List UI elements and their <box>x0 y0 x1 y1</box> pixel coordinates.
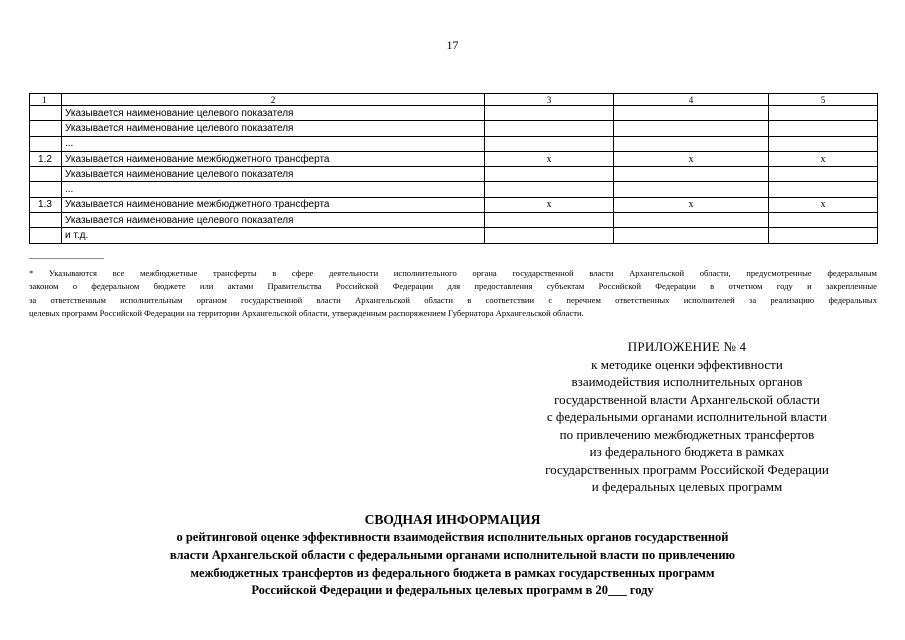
header-cell: 2 <box>62 94 485 106</box>
column-4-cell <box>614 136 769 151</box>
table-row <box>30 151 878 166</box>
row-name-cell: ... <box>62 136 485 151</box>
column-3-cell <box>485 106 614 121</box>
table-row <box>30 106 878 121</box>
row-number-cell <box>30 121 62 136</box>
appendix-title: ПРИЛОЖЕНИЕ № 4 <box>627 339 747 354</box>
table-row <box>30 121 878 136</box>
footnote-divider <box>29 258 104 259</box>
page-number: 17 <box>446 38 459 52</box>
row-number-cell: 1.2 <box>30 151 62 166</box>
row-number-cell <box>30 136 62 151</box>
row-name-cell: Указывается наименование целевого показателя <box>62 167 485 182</box>
header-cell: 3 <box>485 94 614 106</box>
table-row <box>30 136 878 151</box>
appendix-line: государственной власти Архангельской области <box>554 391 820 407</box>
column-5-cell <box>769 167 878 182</box>
header-cell: 1 <box>30 94 62 106</box>
appendix-line: к методике оценки эффективности <box>591 356 783 372</box>
row-name-cell: ... <box>62 182 485 197</box>
header-cell: 5 <box>769 94 878 106</box>
column-4-cell <box>614 228 769 243</box>
row-name-cell: и т.д. <box>62 228 485 243</box>
summary-line: Российской Федерации и федеральных целевых программ в 20___ году <box>251 583 654 598</box>
column-3-cell <box>485 167 614 182</box>
summary-line: межбюджетных трансфертов из федерального бюджета в рамках государственных программ <box>190 565 715 580</box>
column-5-cell: x <box>769 197 878 212</box>
row-number-cell <box>30 228 62 243</box>
summary-line: о рейтинговой оценке эффективности взаимодействия исполнительных органов государственной <box>176 530 729 544</box>
table-header-row <box>30 94 878 106</box>
column-3-cell: x <box>485 151 614 166</box>
row-name-cell: Указывается наименование межбюджетного трансферта <box>62 151 485 166</box>
footnote-line: за ответственным исполнительным органом государственной власти Архангельской области в соответствии с перечнем ответственных исполнителей за реализацию федеральных <box>29 294 877 305</box>
footnote-line: законом о федеральном бюджете или актами Правительства Российской Федерации для предоставления субъектам Российской Федерации в отчетном году и закрепленные <box>29 281 877 292</box>
column-4-cell <box>614 121 769 136</box>
row-name-cell: Указывается наименование целевого показателя <box>62 106 485 121</box>
column-5-cell: x <box>769 151 878 166</box>
appendix-line: и федеральных целевых программ <box>591 479 783 494</box>
appendix-block <box>512 338 862 496</box>
column-4-cell <box>614 167 769 182</box>
column-3-cell <box>485 121 614 136</box>
column-4-cell: x <box>614 197 769 212</box>
appendix-line: с федеральными органами исполнительной власти <box>546 409 828 424</box>
table-row <box>30 213 878 228</box>
column-3-cell <box>485 213 614 228</box>
table-row <box>30 197 878 212</box>
summary-line: власти Архангельской области с федеральными органами исполнительной власти по привлечению <box>169 547 736 562</box>
column-4-cell <box>614 182 769 197</box>
column-5-cell <box>769 136 878 151</box>
summary-heading: СВОДНАЯ ИНФОРМАЦИЯ <box>364 512 541 527</box>
column-4-cell <box>614 106 769 121</box>
column-5-cell <box>769 213 878 228</box>
row-number-cell: 1.3 <box>30 197 62 212</box>
table-row <box>30 228 878 243</box>
appendix-line: из федерального бюджета в рамках <box>589 444 785 459</box>
column-4-cell <box>614 213 769 228</box>
column-5-cell <box>769 228 878 243</box>
table-row <box>30 182 878 197</box>
footnote-line: * Указываются все межбюджетные трансферты в сфере деятельности исполнительного органа государственной власти Архангельской области, предусмотренные федеральным <box>29 268 877 278</box>
column-5-cell <box>769 106 878 121</box>
column-4-cell: x <box>614 151 769 166</box>
row-name-cell: Указывается наименование целевого показателя <box>62 121 485 136</box>
footnote-line: целевых программ Российской Федерации на территории Архангельской области, утвержденным распоряжением Губернатора Архангельской области. <box>29 307 584 318</box>
column-3-cell <box>485 228 614 243</box>
column-5-cell <box>769 121 878 136</box>
row-number-cell <box>30 167 62 182</box>
row-number-cell <box>30 106 62 121</box>
column-3-cell: x <box>485 197 614 212</box>
appendix-line: государственных программ Российской Федерации <box>545 461 829 477</box>
column-5-cell <box>769 182 878 197</box>
indicator-table <box>29 93 878 244</box>
header-cell: 4 <box>614 94 769 106</box>
row-name-cell: Указывается наименование целевого показателя <box>62 213 485 228</box>
row-name-cell: Указывается наименование межбюджетного трансферта <box>62 197 485 212</box>
appendix-line: взаимодействия исполнительных органов <box>571 374 803 389</box>
summary-title-block <box>40 511 865 600</box>
table-row <box>30 167 878 182</box>
appendix-line: по привлечению межбюджетных трансфертов <box>559 426 815 442</box>
row-number-cell <box>30 182 62 197</box>
row-number-cell <box>30 213 62 228</box>
column-3-cell <box>485 182 614 197</box>
footnote <box>29 267 877 320</box>
column-3-cell <box>485 136 614 151</box>
